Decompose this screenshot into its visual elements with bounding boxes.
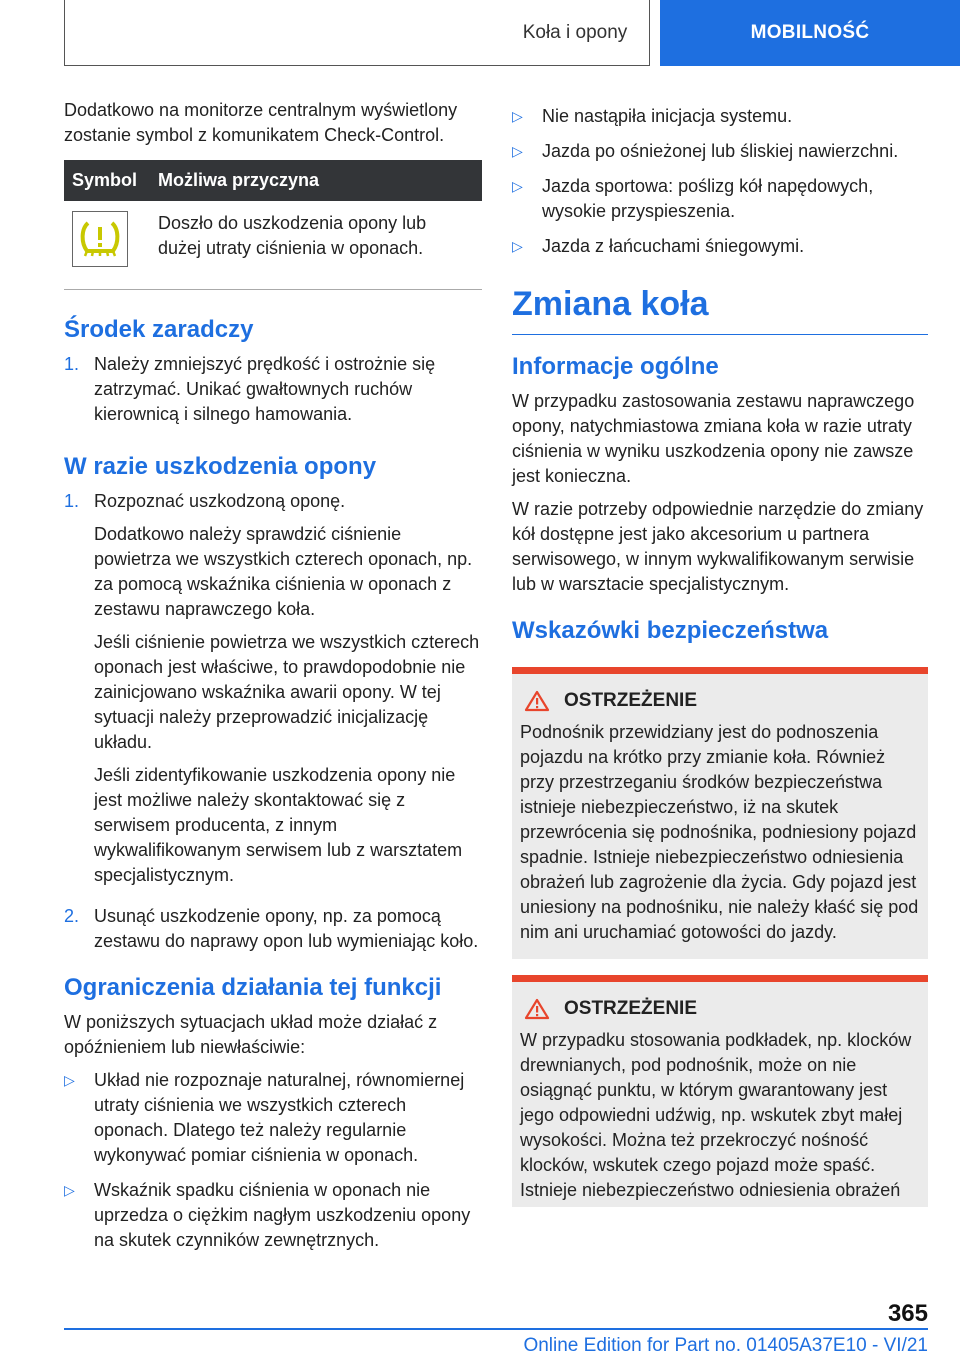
footer-divider	[64, 1328, 928, 1330]
damage-heading: W razie uszkodzenia opony	[64, 453, 377, 480]
step-text: Dodatkowo należy sprawdzić ciśnienie powietrza we wszystkich czterech oponach, np. za pomocą wskaźnika ciśnienia w oponach z zestawu naprawczego koła.	[94, 524, 473, 619]
remedy-steps	[64, 352, 482, 435]
triangle-bullet-icon: ▷	[512, 238, 523, 254]
bullet-text: Nie nastąpiła inicjacja systemu.	[542, 106, 793, 126]
list-item	[64, 1068, 482, 1168]
intro-paragraph: Dodatkowo na monitorze centralnym wyświetlony zostanie symbol z komunikatem Check-Control.	[64, 100, 458, 145]
triangle-bullet-icon: ▷	[64, 1072, 75, 1088]
bullet-text: Wskaźnik spadku ciśnienia w oponach nie uprzedza o ciężkim nagłym uszkodzeniu opony na skutek czynników zewnętrznych.	[94, 1180, 471, 1250]
limits-intro: W poniższych sytuacjach układ może działać z opóźnieniem lub niewłaściwie:	[64, 1012, 438, 1057]
table-row	[64, 201, 482, 290]
triangle-bullet-icon: ▷	[512, 178, 523, 194]
list-item	[512, 139, 928, 164]
step-text: Rozpoznać uszkodzoną oponę.	[94, 491, 346, 511]
list-item	[512, 174, 928, 224]
right-column	[512, 104, 928, 1223]
step-text: Jeśli zidentyfikowanie uszkodzenia opony nie jest możliwe należy skontaktować się z serwisem producenta, z innym wykwalifikowanym serwisem lub z warsztatem specjalistycznym.	[94, 765, 463, 885]
step-text: Należy zmniejszyć prędkość i ostrożnie się zatrzymać. Unikać gwałtownych ruchów kierownicą i silnego hamowania.	[94, 354, 436, 424]
warning-text: W przypadku stosowania podkładek, np. klocków drewnianych, pod podnośnik, może on nie osiągnąć punktu, w którym gwarantowany jest jego odpowiedni udźwig, np. wskutek zbyt małej wysokości. Można też przekroczyć nośność klocków, wskutek czego pojazd może spaść. Istnieje niebezpieczeństwo odniesienia obrażeń	[520, 1030, 912, 1200]
step-number: 2.	[64, 906, 80, 926]
bullet-text: Układ nie rozpoznaje naturalnej, równomiernej utraty ciśnienia we wszystkich czterech oponach. Dlatego też należy regularnie wykonywać pomiar ciśnienia w oponach.	[94, 1070, 465, 1165]
limits-heading: Ograniczenia działania tej funkcji	[64, 974, 442, 1001]
step-text: Jeśli ciśnienie powietrza we wszystkich czterech oponach jest właściwe, to prawdopodobnie nie zainicjowano wskaźnika awarii opony. W tej sytuacji należy przeprowadzić inicjalizację układu.	[94, 632, 480, 752]
general-paragraph-2: W razie potrzeby odpowiednie narzędzie do zmiany kół dostępne jest jako akcesorium u partnera serwisowego, w innym wykwalifikowanym serwisie lub w warsztacie specjalistycznym.	[512, 499, 924, 594]
list-item	[64, 352, 482, 435]
triangle-bullet-icon: ▷	[512, 108, 523, 124]
list-item	[64, 904, 482, 962]
continued-bullets	[512, 104, 928, 259]
limits-bullets	[64, 1068, 482, 1253]
table-header-symbol: Symbol	[64, 160, 150, 201]
step-text: Usunąć uszkodzenie opony, np. za pomocą zestawu do naprawy opon lub wymieniając koło.	[94, 906, 479, 951]
warning-text: Podnośnik przewidziany jest do podnoszenia pojazdu na krótko przy zmianie koła. Również przy przestrzeganiu środków bezpieczeństwa istnieje niebezpieczeństwo, iż na skutek przewrócenia się podnośnika, podniesiony pojazd spadnie. Istnieje niebezpieczeństwo odniesienia obrażeń lub zagrożenie dla życia. Gdy pojazd jest uniesiony na podnośniku, nie należy kłaść się pod nim ani uruchamiać gotowości do jazdy.	[520, 722, 919, 942]
warning-title: OSTRZEŻENIE	[564, 998, 698, 1019]
header-section-title: Koła i opony	[522, 22, 628, 43]
warning-triangle-icon	[524, 998, 550, 1020]
left-column	[64, 98, 482, 1263]
cause-cell: Doszło do uszkodzenia opony lub dużej utraty ciśnienia w oponach.	[150, 201, 482, 290]
edition-text: Online Edition for Part no. 01405A37E10 - VI/21	[523, 1335, 928, 1356]
triangle-bullet-icon: ▷	[512, 143, 523, 159]
list-item	[512, 104, 928, 129]
damage-steps	[64, 489, 482, 962]
bullet-text: Jazda sportowa: poślizg kół napędowych, wysokie przyspieszenia.	[542, 176, 874, 221]
remedy-heading: Środek zaradczy	[64, 316, 254, 343]
table-header-cause: Możliwa przyczyna	[150, 160, 482, 201]
page-number: 365	[887, 1300, 928, 1327]
tire-pressure-warning-icon	[72, 211, 128, 267]
symbol-table	[64, 160, 482, 290]
step-number: 1.	[64, 491, 80, 511]
warning-box-1	[512, 667, 928, 959]
symbol-cell	[64, 201, 150, 290]
list-item	[64, 1178, 482, 1253]
bullet-text: Jazda po ośnieżonej lub śliskiej nawierzchni.	[542, 141, 899, 161]
general-heading: Informacje ogólne	[512, 353, 719, 380]
triangle-bullet-icon: ▷	[64, 1182, 75, 1198]
main-heading: Zmiana koła	[512, 285, 928, 335]
warning-box-2	[512, 975, 928, 1207]
list-item	[64, 489, 482, 896]
general-paragraph-1: W przypadku zastosowania zestawu naprawczego opony, natychmiastowa zmiana koła w razie utraty ciśnienia w wyniku uszkodzenia opony nie zawsze jest konieczna.	[512, 391, 915, 486]
warning-triangle-icon	[524, 690, 550, 712]
step-number: 1.	[64, 354, 80, 374]
header-chapter-title: MOBILNOŚĆ	[660, 0, 960, 66]
warning-title: OSTRZEŻENIE	[564, 690, 698, 711]
list-item	[512, 234, 928, 259]
bullet-text: Jazda z łańcuchami śniegowymi.	[542, 236, 805, 256]
safety-heading: Wskazówki bezpieczeństwa	[512, 617, 829, 644]
